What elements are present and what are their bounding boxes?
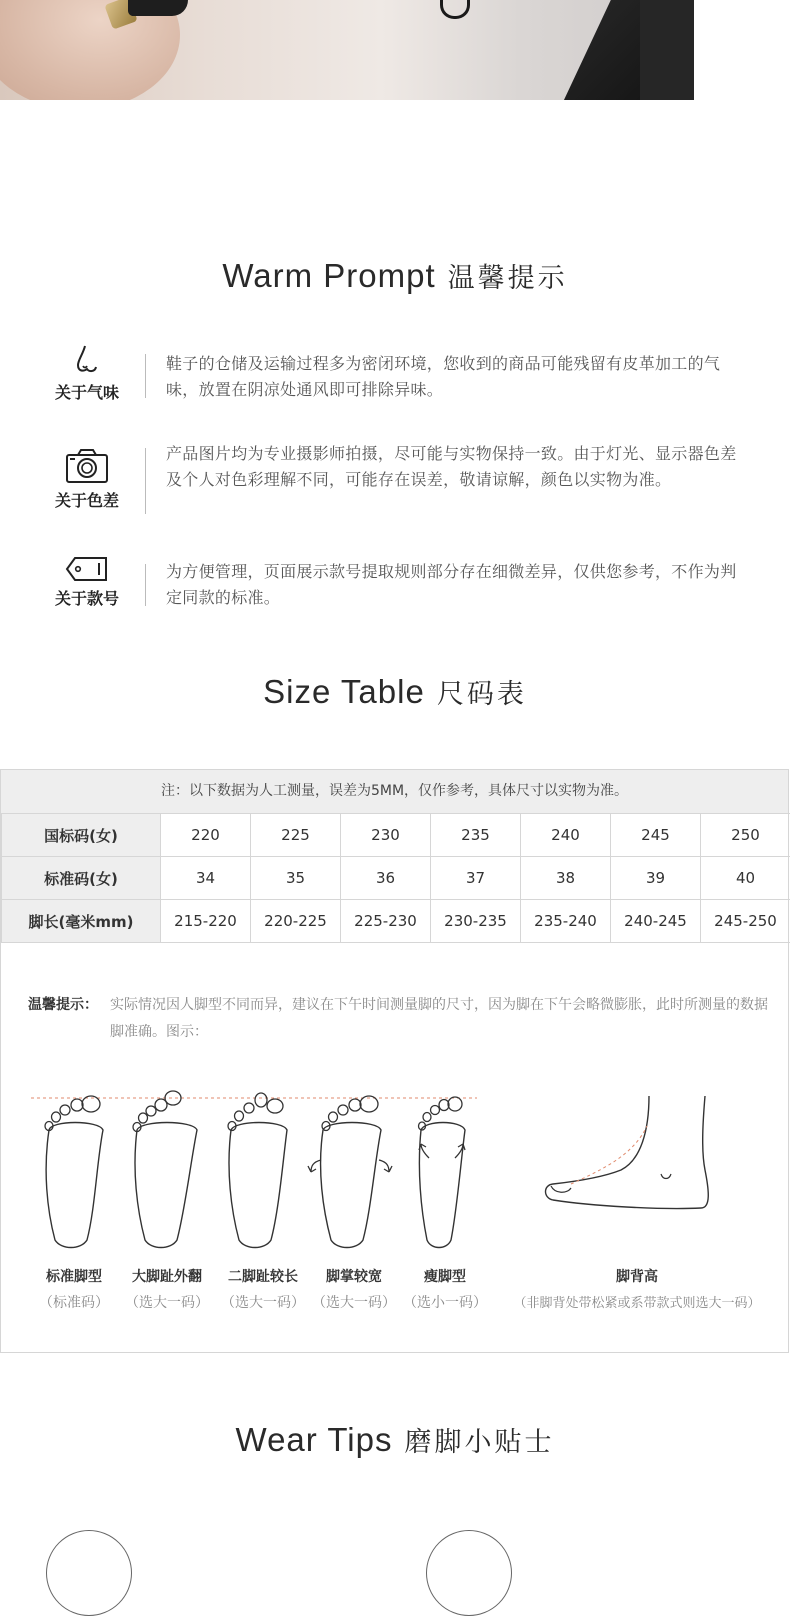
foot-type-long-second-toe xyxy=(215,1266,311,1312)
wear-tips-title-en: Wear Tips xyxy=(236,1421,393,1458)
foot-type-advice: （选大一码） xyxy=(215,1292,311,1312)
size-table-title-en: Size Table xyxy=(263,673,425,710)
table-cell: 36 xyxy=(341,857,431,900)
foot-type-advice: （非脚背处带松紧或系带款式则选大一码） xyxy=(501,1292,773,1311)
table-cell: 38 xyxy=(521,857,611,900)
divider xyxy=(145,564,146,606)
wide-foot-icon xyxy=(307,1090,393,1250)
table-cell: 230 xyxy=(341,814,431,857)
tip-smell-label: 关于气味 xyxy=(44,380,130,403)
warm-prompt-title-cn: 温馨提示 xyxy=(448,263,568,294)
table-cell: 240-245 xyxy=(611,900,701,943)
notice-label: 温馨提示： xyxy=(28,992,98,1019)
high-instep-foot-icon xyxy=(541,1090,721,1220)
tip-model-text: 为方便管理，页面展示款号提取规则部分存在细微差异，仅供您参考，不作为判定同款的标准。 xyxy=(166,559,748,611)
bunion-foot-icon xyxy=(129,1090,201,1250)
foot-type-bunion xyxy=(119,1266,215,1312)
table-cell: 225 xyxy=(251,814,341,857)
standard-foot-icon xyxy=(39,1090,109,1250)
tip-smell-text: 鞋子的仓储及运输过程多为密闭环境，您收到的商品可能残留有皮革加工的气味，放置在阴凉处通风即可排除异味。 xyxy=(166,351,748,403)
tip-model xyxy=(44,556,744,646)
tip-color-label: 关于色差 xyxy=(44,488,130,511)
warm-prompt-title-en: Warm Prompt xyxy=(222,257,435,294)
notice-text: 实际情况因人脚型不同而异，建议在下午时间测量脚的尺寸，因为脚在下午会略微膨胀，此时所测量的数据脚准确。图示： xyxy=(110,992,770,1046)
shoe-shape xyxy=(128,0,188,16)
wear-tips-title-cn: 磨脚小贴士 xyxy=(404,1427,554,1458)
table-cell: 220 xyxy=(161,814,251,857)
table-cell: 250 xyxy=(701,814,790,857)
table-cell: 240 xyxy=(521,814,611,857)
row-header: 脚长(毫米mm) xyxy=(2,900,161,943)
foot-type-illustrations xyxy=(1,1090,790,1345)
size-table-box xyxy=(0,769,789,1353)
table-cell: 245 xyxy=(611,814,701,857)
table-cell: 35 xyxy=(251,857,341,900)
table-cell: 230-235 xyxy=(431,900,521,943)
product-photo xyxy=(0,0,694,100)
shoe-box-side-shape xyxy=(640,0,694,100)
size-table-title xyxy=(0,672,790,711)
tip-model-label: 关于款号 xyxy=(44,586,130,609)
foot-type-advice: （选大一码） xyxy=(307,1292,401,1312)
table-cell: 235 xyxy=(431,814,521,857)
size-note: 注：以下数据为人工测量，误差为5MM，仅作参考，具体尺寸以实物为准。 xyxy=(1,770,788,813)
table-cell: 37 xyxy=(431,857,521,900)
foot-type-advice: （选大一码） xyxy=(119,1292,215,1312)
foot-type-name: 瘦脚型 xyxy=(399,1266,491,1286)
nose-icon xyxy=(70,344,104,376)
warm-prompt-title xyxy=(0,256,790,295)
divider xyxy=(145,354,146,398)
foot-type-standard xyxy=(31,1266,117,1312)
narrow-foot-icon xyxy=(411,1090,473,1250)
foot-type-wide xyxy=(307,1266,401,1312)
row-header: 标准码(女) xyxy=(2,857,161,900)
camera-icon xyxy=(65,448,109,484)
tip-color-icon-wrap xyxy=(44,448,130,511)
tip-smell xyxy=(44,344,744,434)
tip-color xyxy=(44,448,744,538)
tip-color-text: 产品图片均为专业摄影师拍摄，尽可能与实物保持一致。由于灯光、显示器色差及个人对色彩理解不同，可能存在误差，敬请谅解，颜色以实物为准。 xyxy=(166,441,748,493)
foot-type-narrow xyxy=(399,1266,491,1312)
foot-type-name: 标准脚型 xyxy=(31,1266,117,1286)
wear-tips-title xyxy=(0,1420,790,1459)
tip-model-icon-wrap xyxy=(44,556,130,609)
size-table xyxy=(1,813,790,943)
table-row xyxy=(2,857,790,900)
divider xyxy=(145,448,146,514)
long-second-toe-foot-icon xyxy=(223,1090,293,1250)
foot-type-name: 大脚趾外翻 xyxy=(119,1266,215,1286)
table-row xyxy=(2,814,790,857)
wear-tip-icon-circle xyxy=(46,1530,132,1616)
table-cell: 40 xyxy=(701,857,790,900)
table-cell: 245-250 xyxy=(701,900,790,943)
table-cell: 220-225 xyxy=(251,900,341,943)
tip-smell-icon-wrap xyxy=(44,344,130,403)
foot-type-name: 二脚趾较长 xyxy=(215,1266,311,1286)
table-cell: 34 xyxy=(161,857,251,900)
foot-type-high-instep xyxy=(501,1266,773,1311)
table-cell: 225-230 xyxy=(341,900,431,943)
foot-type-advice: （标准码） xyxy=(31,1292,117,1312)
tag-icon xyxy=(65,556,109,582)
foot-type-advice: （选小一码） xyxy=(399,1292,491,1312)
handbag-handle-shape xyxy=(440,0,470,19)
size-table-title-cn: 尺码表 xyxy=(437,679,527,710)
table-cell: 215-220 xyxy=(161,900,251,943)
foot-type-name: 脚掌较宽 xyxy=(307,1266,401,1286)
wear-tip-icon-circle xyxy=(426,1530,512,1616)
foot-type-name: 脚背高 xyxy=(501,1266,773,1286)
row-header: 国标码(女) xyxy=(2,814,161,857)
table-row xyxy=(2,900,790,943)
table-cell: 39 xyxy=(611,857,701,900)
table-cell: 235-240 xyxy=(521,900,611,943)
